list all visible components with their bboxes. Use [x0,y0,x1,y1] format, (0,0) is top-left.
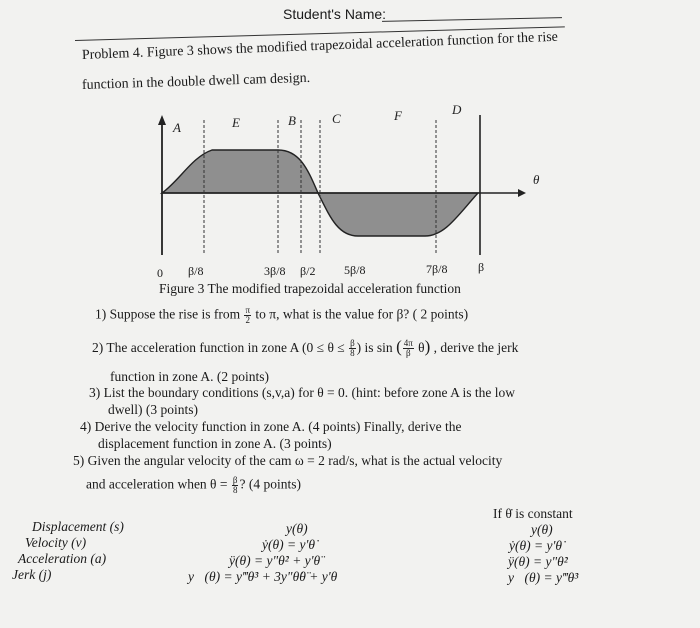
constant-jerk: y⃛(θ) = y‴θ̇³ [508,570,579,585]
question-5-line1: 5) Given the angular velocity of the cam ω = 2 rad/s, what is the actual velocity [73,453,503,468]
q2-arg-fraction: $\frac{4\pi}{\beta}$ [403,338,413,359]
question-1: 1) Suppose the rise is from $\frac{\pi}{2}$ to π, what is the value for β? ( 2 points) [95,305,469,325]
label-jerk: Jerk (j) [12,567,52,582]
label-acceleration: Acceleration (a) [18,551,107,566]
question-3-line2: dwell) (3 points) [108,402,198,417]
positive-lobe [162,150,318,193]
acceleration-figure [140,95,550,285]
question-5-line2: and acceleration when θ = $\frac{\beta}{8}$ ? (4 points) [86,475,301,495]
tick-b8: β/8 [188,264,204,278]
zone-label-d: D [452,102,462,117]
zone-label-f: F [394,108,402,123]
general-jerk: y⃛(θ) = y‴θ̇³ + 3y"θ̇θ̈ + y'θ⃛ [188,569,348,584]
label-velocity: Velocity (v) [25,535,87,550]
constant-acceleration: ÿ(θ) = y"θ̇² [508,554,568,569]
q5-fraction: $\frac{\beta}{8}$ [232,475,238,495]
general-velocity: ẏ(θ) = y'θ̇ [262,537,315,552]
theta-axis-arrow [518,189,526,197]
constant-velocity: ẏ(θ) = y'θ̇ [509,538,562,553]
zone-label-a: A [173,120,181,135]
tick-beta: β [478,260,485,274]
tick-0: 0 [157,266,163,280]
tick-3b8: 3β/8 [264,264,286,278]
problem-intro-line1: Problem 4. Figure 3 shows the modified trapezoidal acceleration function for the rise [81,29,559,63]
question-4-line2: displacement function in zone A. (3 points) [98,436,332,451]
tick-5b8: 5β/8 [344,263,366,277]
question-2-line2: function in zone A. (2 points) [110,369,269,384]
problem-intro-line2: function in the double dwell cam design. [81,70,311,93]
constant-displacement: y(θ) [531,522,553,537]
figure-caption: Figure 3 The modified trapezoidal acceleration function [159,281,461,296]
negative-lobe [318,193,478,236]
question-3-line1: 3) List the boundary conditions (s,v,a) for θ = 0. (hint: before zone A is the low [89,385,515,400]
q1-fraction: $\frac{\pi}{2}$ [245,305,251,325]
accel-axis-arrow [158,115,166,125]
tick-7b8: 7β/8 [426,262,448,276]
theta-label: θ [533,172,540,187]
student-name-blank[interactable] [382,17,562,22]
general-acceleration: ÿ(θ) = y"θ̇² + y'θ̈ [229,553,321,568]
label-displacement: Displacement (s) [32,519,124,534]
tick-b2: β/2 [300,264,316,278]
question-4-line1: 4) Derive the velocity function in zone A. (4 points) Finally, derive the [80,419,462,434]
zone-label-b: B [288,113,296,128]
zone-label-e: E [232,115,240,130]
zone-label-c: C [332,111,341,126]
constant-header: If θ̇ is constant [493,506,573,521]
student-name-label: Student's Name: [283,6,387,22]
q2-range-fraction: $\frac{\beta}{8}$ [350,338,355,359]
question-2: 2) The acceleration function in zone A (0 ≤ θ ≤ $\frac{\beta}{8}$ ) is sin ( $\frac{4\pi}{\beta}$ θ) , derive the jerk [92,337,519,359]
general-displacement: y(θ) [286,521,308,536]
